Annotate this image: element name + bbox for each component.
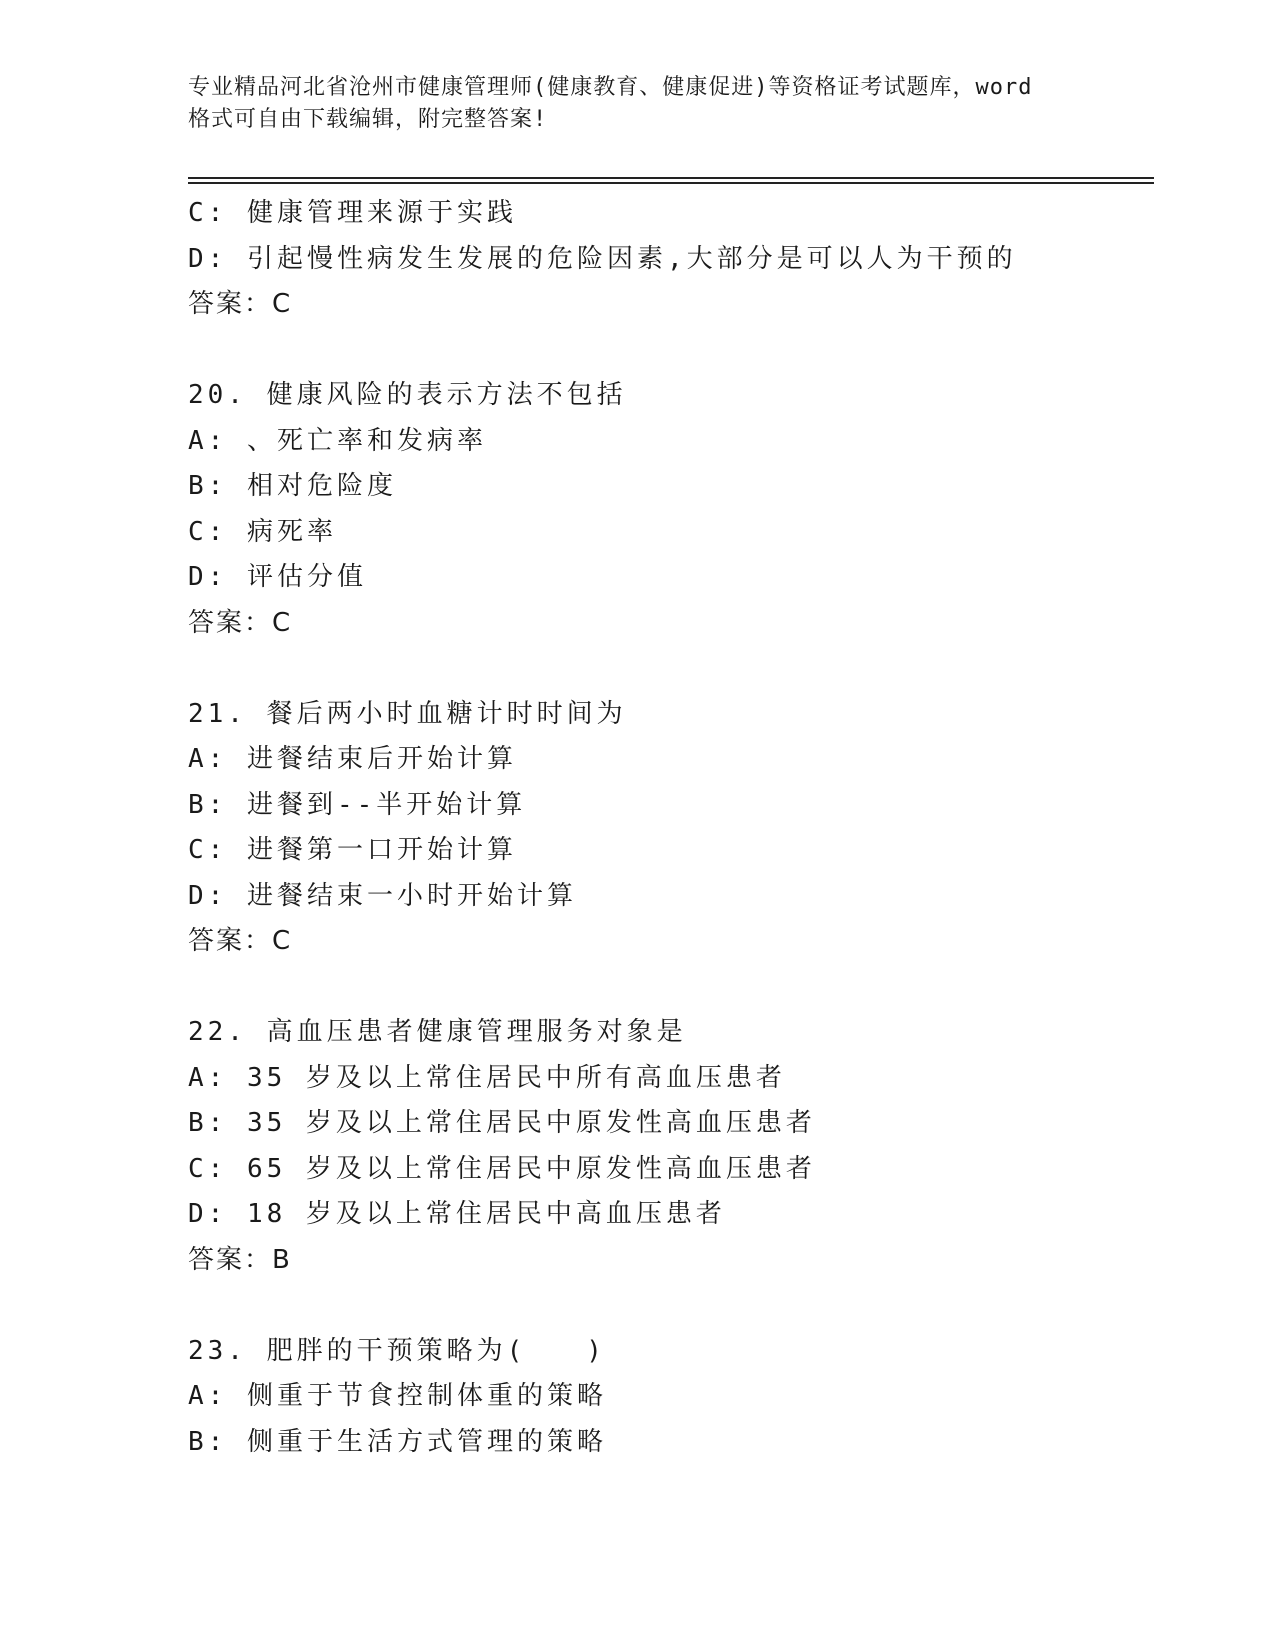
header-line-2: 格式可自由下载编辑，附完整答案!	[188, 107, 548, 132]
question-23	[188, 1329, 1154, 1466]
answer-line: 答案：C	[188, 289, 293, 319]
spacer	[188, 1283, 1154, 1329]
option-c: C: 65 岁及以上常住居民中原发性高血压患者	[188, 1153, 816, 1184]
option-b: B: 35 岁及以上常住居民中原发性高血压患者	[188, 1108, 816, 1138]
question-21	[188, 692, 1154, 965]
question-stem: 20. 健康风险的表示方法不包括	[188, 380, 627, 410]
option-b: B: 侧重于生活方式管理的策略	[188, 1426, 607, 1457]
question-19-fragment	[188, 191, 1154, 328]
option-c: C: 进餐第一口开始计算	[188, 835, 517, 865]
option-d: D: 进餐结束一小时开始计算	[188, 880, 577, 911]
question-stem: 23. 肥胖的干预策略为( )	[188, 1335, 606, 1366]
document-header	[188, 72, 1088, 136]
answer-line: 答案：C	[188, 607, 293, 638]
option-c: C: 病死率	[188, 516, 337, 547]
option-d: D: 18 岁及以上常住居民中高血压患者	[188, 1199, 726, 1229]
option-a: A: 、死亡率和发病率	[188, 425, 487, 456]
spacer	[188, 328, 1154, 374]
question-stem: 21. 餐后两小时血糖计时时间为	[188, 698, 627, 729]
answer-line: 答案：B	[188, 1244, 292, 1275]
question-content	[188, 191, 1154, 1465]
option-a: A: 35 岁及以上常住居民中所有高血压患者	[188, 1062, 786, 1093]
question-20	[188, 373, 1154, 646]
option-a: A: 进餐结束后开始计算	[188, 744, 517, 774]
option-d: D: 引起慢性病发生发展的危险因素,大部分是可以人为干预的	[188, 243, 1017, 274]
header-line-1: 专业精品河北省沧州市健康管理师(健康教育、健康促进)等资格证考试题库，word	[188, 75, 1033, 100]
question-stem: 22. 高血压患者健康管理服务对象是	[188, 1017, 687, 1047]
question-22	[188, 1010, 1154, 1283]
option-b: B: 相对危险度	[188, 471, 397, 501]
spacer	[188, 646, 1154, 692]
answer-line: 答案：C	[188, 926, 293, 956]
option-d: D: 评估分值	[188, 562, 367, 592]
spacer	[188, 965, 1154, 1011]
option-c: C: 健康管理来源于实践	[188, 198, 517, 228]
option-b: B: 进餐到--半开始计算	[188, 789, 527, 820]
header-divider-top	[188, 177, 1154, 179]
option-a: A: 侧重于节食控制体重的策略	[188, 1381, 607, 1411]
header-divider-bottom	[188, 182, 1154, 184]
